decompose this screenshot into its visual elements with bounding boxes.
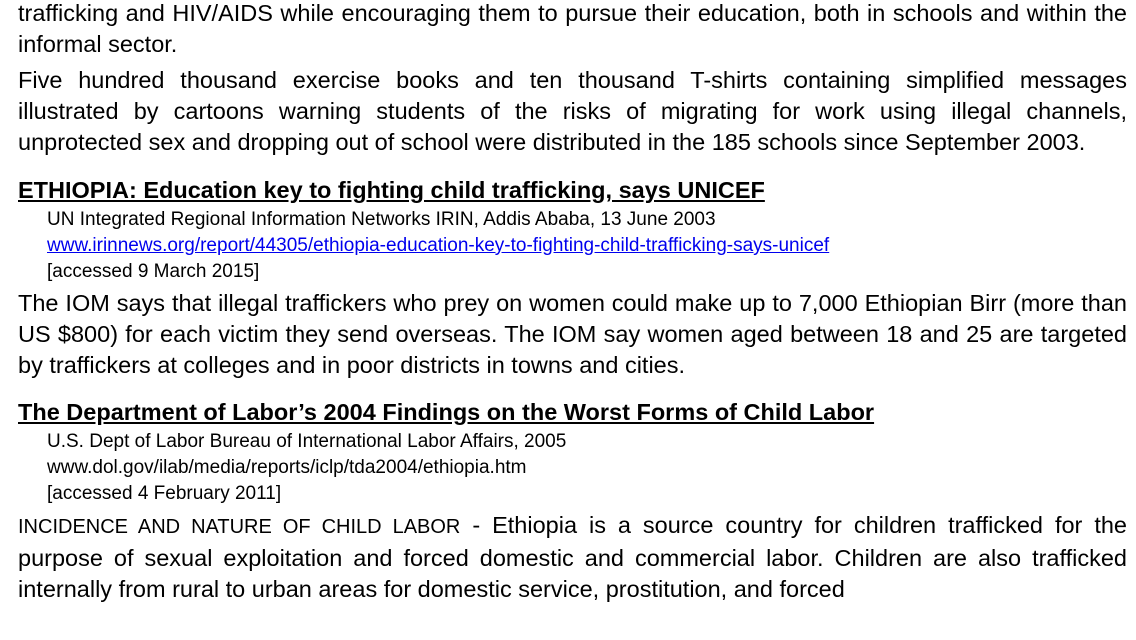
citation-block — [47, 207, 1127, 285]
article-title: ETHIOPIA: Education key to fighting child trafficking, says UNICEF — [18, 177, 765, 203]
article-title: The Department of Labor’s 2004 Findings on the Worst Forms of Child Labor — [18, 399, 875, 425]
intro-paragraph-2: Five hundred thousand exercise books and ten thousand T-shirts containing simplified messages illustrated by cartoons warning students of the risks of migrating for work using illegal channels, unprotected sex and dropping out of school were distributed in the 185 schools since September 2003. — [18, 67, 1127, 155]
citation-link[interactable]: www.irinnews.org/report/44305/ethiopia-education-key-to-fighting-child-trafficking-says-unicef — [47, 235, 830, 256]
intro-paragraph-1: trafficking and HIV/AIDS while encouraging them to pursue their education, both in schools and within the informal sector. — [18, 0, 1127, 57]
article-body-text: - Ethiopia is a source country for children trafficked for the purpose of sexual exploitation and forced domestic and commercial labor. Children are also trafficked internally from rural to urban areas for domestic service, prostitution, and forced — [18, 512, 1127, 602]
citation-source: U.S. Dept of Labor Bureau of International Labor Affairs, 2005 — [47, 431, 567, 452]
article-body — [18, 510, 1127, 605]
document-page — [18, 0, 1127, 605]
citation-accessed: [accessed 9 March 2015] — [47, 261, 260, 282]
citation-source: UN Integrated Regional Information Networks IRIN, Addis Ababa, 13 June 2003 — [47, 209, 716, 230]
article-body: The IOM says that illegal traffickers who prey on women could make up to 7,000 Ethiopian Birr (more than US $800) for each victim they send overseas. The IOM say women aged between 18 and 25 are targeted by traffickers at colleges and in poor districts in towns and cities. — [18, 290, 1127, 378]
article-dol — [18, 397, 1127, 605]
article-unicef — [18, 175, 1127, 381]
citation-block — [47, 429, 1127, 507]
citation-url: www.dol.gov/ilab/media/reports/iclp/tda2004/ethiopia.htm — [47, 457, 527, 478]
section-lead: INCIDENCE AND NATURE OF CHILD LABOR — [18, 516, 461, 538]
citation-accessed: [accessed 4 February 2011] — [47, 483, 282, 504]
